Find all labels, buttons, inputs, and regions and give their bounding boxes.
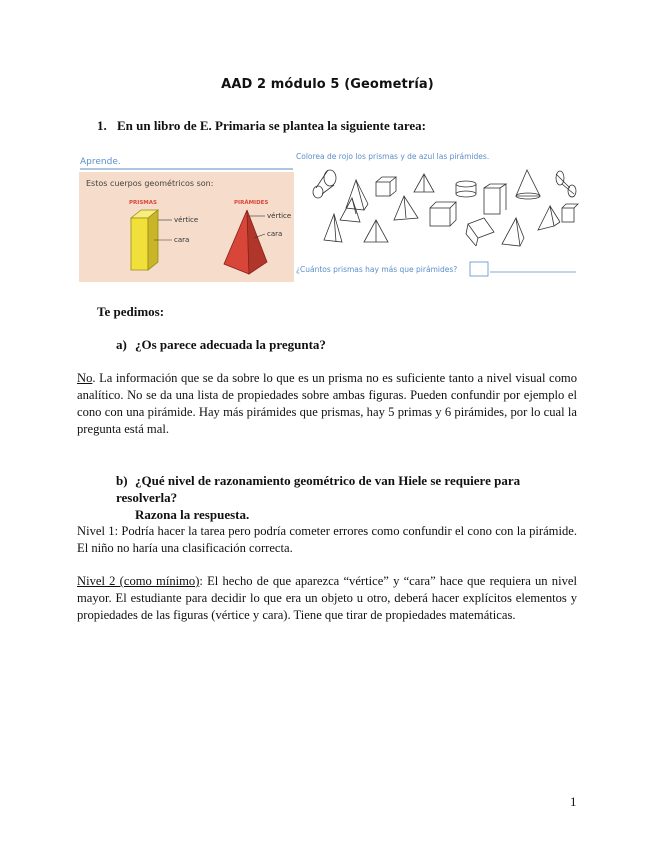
nivel-2-lead: Nivel 2 (como mínimo)	[77, 574, 200, 588]
pyramid-solid-4	[394, 196, 418, 220]
vertice-label-1: vértice	[174, 216, 199, 224]
aprende-label: Aprende.	[80, 157, 121, 167]
prism-solid-3	[562, 204, 578, 222]
pyramid-solid-1	[346, 180, 368, 210]
question-b	[116, 472, 581, 523]
answer-box	[470, 262, 488, 276]
cube-solid-1	[376, 177, 396, 196]
pyramid-solid-3	[340, 198, 360, 222]
piramide-label: PIRÁMIDES	[234, 200, 269, 206]
question-b-label: b)	[116, 473, 128, 488]
question-a-label: a)	[116, 337, 127, 352]
question-1-text: En un libro de E. Primaria se plantea la siguiente tarea:	[117, 118, 426, 133]
textbook-aprende-figure	[79, 152, 294, 282]
nivel-2-text: : El hecho de que aparezca “vértice” y “cara” hace que requiera un nivel mayor. El estudiante para decidir lo que era un objeto u otro, deberá hacer explícitos elementos y propiedades de las figuras (vértice y cara). Tiene que tirar de propiedades matemáticas.	[77, 574, 577, 622]
page-number: 1	[570, 794, 577, 809]
pyramid-solid-7	[364, 220, 388, 242]
question-1-number: 1.	[97, 118, 107, 133]
cylinder-solid-3	[556, 171, 576, 197]
answer-a-paragraph	[77, 370, 577, 438]
prism-drawing	[131, 210, 158, 270]
pyramid-solid-6	[324, 214, 342, 242]
solids-group	[313, 170, 578, 246]
vertice-label-2: vértice	[267, 212, 292, 220]
cara-label-2: cara	[267, 230, 283, 238]
question-b-line1: ¿Qué nivel de razonamiento geométrico de van Hiele se requiere para resolverla?	[116, 473, 521, 505]
nivel-2-paragraph	[77, 573, 577, 624]
question-b-line2: Razona la respuesta.	[135, 507, 250, 522]
pyramid-solid-2	[414, 174, 434, 192]
prisma-label: PRISMAS	[129, 200, 157, 206]
question-a-text: ¿Os parece adecuada la pregunta?	[135, 337, 326, 352]
answer-a-lead: No	[77, 371, 93, 385]
prism-solid-1	[430, 202, 456, 226]
prism-solid-4	[466, 218, 494, 246]
question-1	[97, 118, 426, 134]
te-pedimos-heading: Te pedimos:	[97, 304, 165, 319]
textbook-exercise-figure	[294, 148, 584, 283]
answer-a-text: . La información que se da sobre lo que es un prisma no es suficiente tanto a nivel visual como analítico. No se da una lista de propiedades sobre ambas figuras. Pueden confundir por ejemplo el cono con una pirámide. Hay más pirámides que prismas, hay 5 primas y 6 pirámides, por lo cual la pregunta está mal.	[77, 371, 577, 436]
cylinder-solid-1	[313, 170, 336, 198]
question-a	[116, 337, 326, 353]
pyramid-solid-8	[502, 218, 524, 246]
cone-solid-1	[516, 170, 540, 199]
document-title: AAD 2 módulo 5 (Geometría)	[221, 77, 434, 92]
exercise-question: ¿Cuántos prismas hay más que pirámides?	[296, 265, 458, 274]
cylinder-solid-2	[456, 181, 476, 197]
prism-solid-2	[484, 184, 506, 214]
aprende-intro: Estos cuerpos geométricos son:	[86, 179, 214, 188]
exercise-instruction: Colorea de rojo los prismas y de azul las pirámides.	[296, 152, 490, 161]
cara-label-1: cara	[174, 236, 190, 244]
nivel-1-paragraph: Nivel 1: Podría hacer la tarea pero podría cometer errores como confundir el cono con la pirámide. El niño no haría una clasificación correcta.	[77, 524, 577, 555]
pyramid-solid-5	[538, 206, 560, 230]
